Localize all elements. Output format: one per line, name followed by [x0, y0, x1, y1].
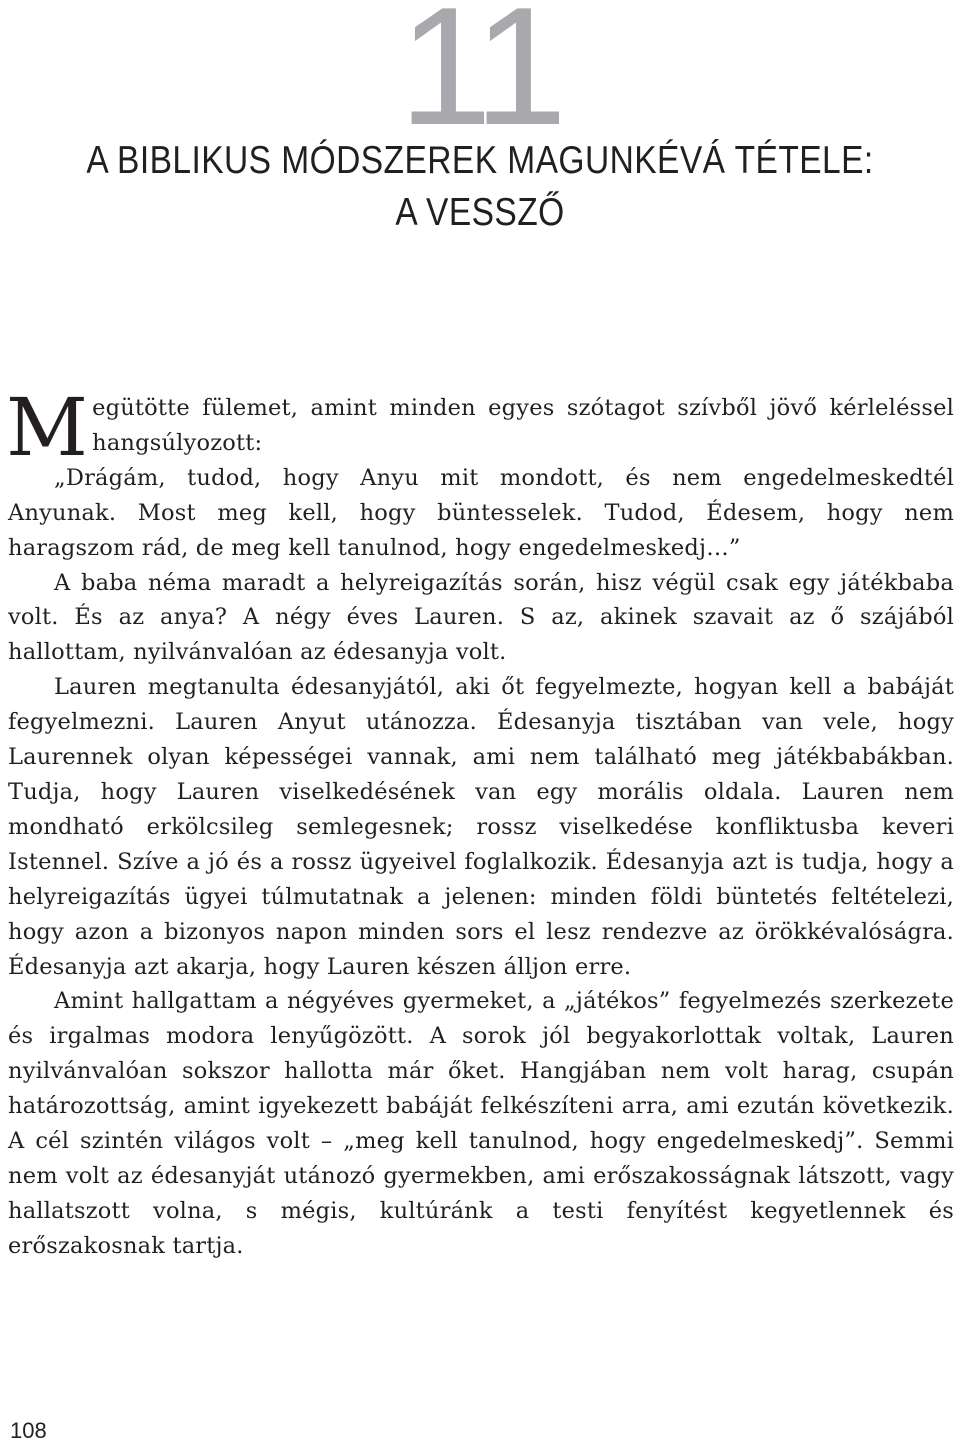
- drop-cap: M: [6, 381, 89, 474]
- paragraph-1: [6, 381, 954, 474]
- paragraph-2: „Drágám, tudod, hogy Anyu mit mondott, és nem engedelmeskedtél Anyunak. Most meg kell, hogy büntesselek. Tudod, Édesem, hogy nem haragszom rád, de meg kell tanulnod, hogy engedelmeskedj…”: [8, 464, 954, 561]
- paragraph-4: Lauren megtanulta édesanyjától, aki őt fegyelmezte, hogyan kell a babáját fegyelmezni. Lauren Anyut utánozza. Édesanyja tisztában van vele, hogy Laurennek olyan képességei vannak, ami nem található meg játékbabákban. Tudja, hogy Lauren viselkedésének van egy morális oldala. Lauren nem mondható erkölcsileg semlegesnek; rossz viselkedése konfliktusba keveri Istennel. Szíve a jó és a rossz ügyeivel foglalkozik. Édesanyja azt is tudja, hogy a helyreigazítás ügyei túlmutatnak a jelenen: minden földi büntetés feltételezi, hogy azon a bizonyos napon minden sors el lesz rendezve az örökkévalóságra. Édesanyja azt akarja, hogy Lauren készen álljon erre.: [8, 674, 954, 980]
- body-text: [6, 381, 954, 1264]
- chapter-number: 11: [398, 0, 562, 160]
- chapter-title: [67, 135, 893, 239]
- page-number: 108: [10, 1418, 47, 1443]
- chapter-title-line-1: A BIBLIKUS MÓDSZEREK MAGUNKÉVÁ TÉTELE:: [86, 139, 874, 182]
- chapter-title-line-2: A VESSZŐ: [395, 191, 565, 234]
- paragraph-5: Amint hallgattam a négyéves gyermeket, a „játékos” fegyelmezés szerkezete és irgalmas modora lenyűgözött. A sorok jól begyakorlottak voltak, Lauren nyilvánvalóan sokszor hallotta már őket. Hangjában nem volt harag, csupán határozottság, amint igyekezett babáját felkészíteni arra, ami ezután következik. A cél szintén világos volt – „meg kell tanulnod, hogy engedelmeskedj”. Semmi nem volt az édesanyját utánozó gyermekben, ami erőszakosságnak látszott, vagy hallatszott volna, s mégis, kultúránk a testi fenyítést kegyetlennek és erőszakosnak tartja.: [8, 988, 954, 1259]
- paragraph-1-text: egütötte fülemet, amint minden egyes szótagot szívből jövő kérleléssel hangsúlyozott:: [92, 395, 954, 456]
- paragraph-3: A baba néma maradt a helyreigazítás során, hisz végül csak egy játékbaba volt. És az anya? A négy éves Lauren. S az, akinek szavait az ő szájából hallottam, nyilvánvalóan az édesanyja volt.: [8, 569, 954, 666]
